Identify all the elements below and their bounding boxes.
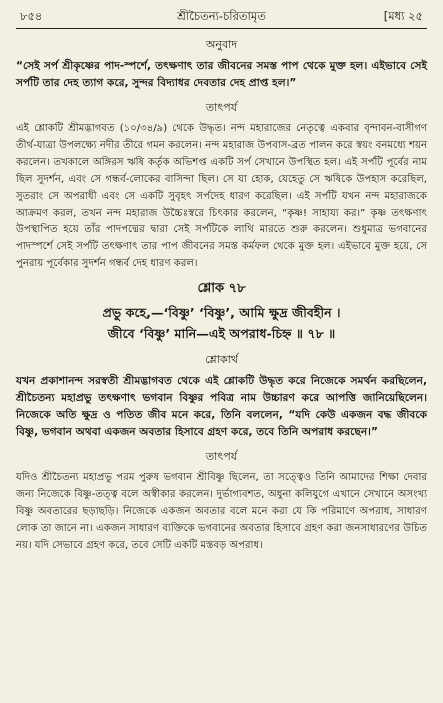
translation-text: “সেই সর্প শ্রীকৃষ্ণের পাদ-স্পর্শে, তৎক্ষণাৎ তার জীবনের সমস্ত পাপ থেকে মুক্ত হল। এইভাবে সেই সর্পটি তার দেহ ত্যাগ করে, সুন্দর বিদ্যাধর দেবতার দেহ প্রাপ্ত হল।”	[16, 60, 427, 89]
page-header	[16, 8, 427, 26]
verse-meaning-text: যখন প্রকাশানন্দ সরস্বতী শ্রীমদ্ভাগবত থেকে এই শ্লোকটি উদ্ধৃত করে নিজেকে সমর্থন করছিলেন, শ্রীচৈতন্য মহাপ্রভু তৎক্ষণাৎ ভগবান বিষ্ণুর পবিত্র নাম উচ্চারণ করে আপত্তি জানিয়েছিলেন। নিজেকে অতি ক্ষুদ্র ও পতিত জীব মনে করে, তিনি বললেন, “যদি কেউ একজন বদ্ধ জীবকে বিষ্ণু, ভগবান অথবা একজন অবতার হিসাবে গ্রহণ করে, তবে তিনি অপরাধ করছেন।”	[16, 375, 427, 439]
section-label: [মধ্য ২৫	[383, 9, 423, 23]
purport-text: এই শ্লোকটি শ্রীমদ্ভাগবত (১০/৩৪/৯) থেকে উদ্ধৃত। নন্দ মহারাজের নেতৃত্বে একবার বৃন্দাবন-বাসীগণ তীর্থ-যাত্রা উপলক্ষ্যে নদীর তীরে গমন করলেন। নন্দ মহারাজ উপবাস-ব্রত পালন করে স্বয়ং বনমধ্যে শয়ন করলেন। তখকালে অঙ্গিরস ঋষি কর্তৃক অভিশপ্ত একটি সর্প সেখানে উপস্থিত হল। এই সর্পটি পূর্বের নাম ছিল সুদর্শন, এবং সে গন্ধর্ব-লোকের বাসিন্দা ছিল। সে যা হোক, যেহেতু সে ঋষিকে উপহাস করেছিল, সুতরাং সে অপরাধী এবং সে একটি সুবৃহৎ সর্পদেহ ধারণ করেছিল। এই সর্পটি যখন নন্দ মহারাজকে আক্রমণ করল, তখন নন্দ মহারাজ উচ্চৈঃস্বরে চিৎকার করলেন, “কৃষ্ণ! সাহায্য কর।” কৃষ্ণ তৎক্ষণাৎ উপস্থাপিত হয়ে তাঁর পাদপদ্মের দ্বারা সেই সর্পটিকে লাথি মারতে শুরু করলেন। শুধুমাত্র ভগবানের পাদস্পর্শে সেই সর্পটি তৎক্ষণাৎ তার পাপ জীবনের সমস্ত কর্মফল থেকে মুক্ত হল। এইভাবে মুক্ত হয়ে, সে পুনরায় পূর্বেকার সুদর্শন গন্ধর্ব দেহ ধারণ করল।	[16, 123, 427, 270]
purport-heading: তাৎপর্য	[205, 101, 238, 114]
verse-number: শ্লোক ৭৮	[197, 281, 246, 297]
verse-meaning-heading: শ্লোকার্থ	[205, 353, 238, 367]
verse-line-2: জীবে ‘বিষ্ণু’ মানি—এই অপরাধ-চিহ্ন ॥ ৭৮ ॥	[107, 326, 336, 342]
verse-line-1: প্রভু কহে,—‘বিষ্ণু’ ‘বিষ্ণু’, আমি ক্ষুদ্র জীবহীন ।	[102, 305, 341, 321]
purport-text-2: যদিও শ্রীচৈতন্য মহাপ্রভু পরম পুরুষ ভগবান শ্রীবিষ্ণু ছিলেন, তা সত্ত্বেও তিনি আমাদের শিক্ষা দেবার জন্য নিজেকে বিষ্ণু-তত্ত্ব বলে অস্বীকার করলেন। দুর্ভাগ্যবশত, অধুনা কলিযুগে এখানে সেখানে অসংখ্য বিষ্ণু অবতারের ছড়াছড়ি। নিজেকে একজন অবতার বলে মনে করা যে কি পরিমাণে অপরাধ, সাধারণ লোক তা জানে না। একজন সাধারণ ব্যক্তিকে ভগবানের অবতার হিসাবে গ্রহণ করা জনসাধারণের উচিত নয়। যদি সেভাবে গ্রহণ করে, তবে সেটি একটি মস্তবড় অপরাধ।	[16, 472, 427, 551]
purport-heading-2: তাৎপর্য	[205, 450, 238, 464]
page-number: ৮৫৪	[20, 9, 43, 23]
header-rule	[16, 28, 427, 29]
running-title: শ্রীচৈতন্য-চরিতামৃত	[177, 9, 266, 23]
translation-heading: অনুবাদ	[205, 38, 238, 51]
